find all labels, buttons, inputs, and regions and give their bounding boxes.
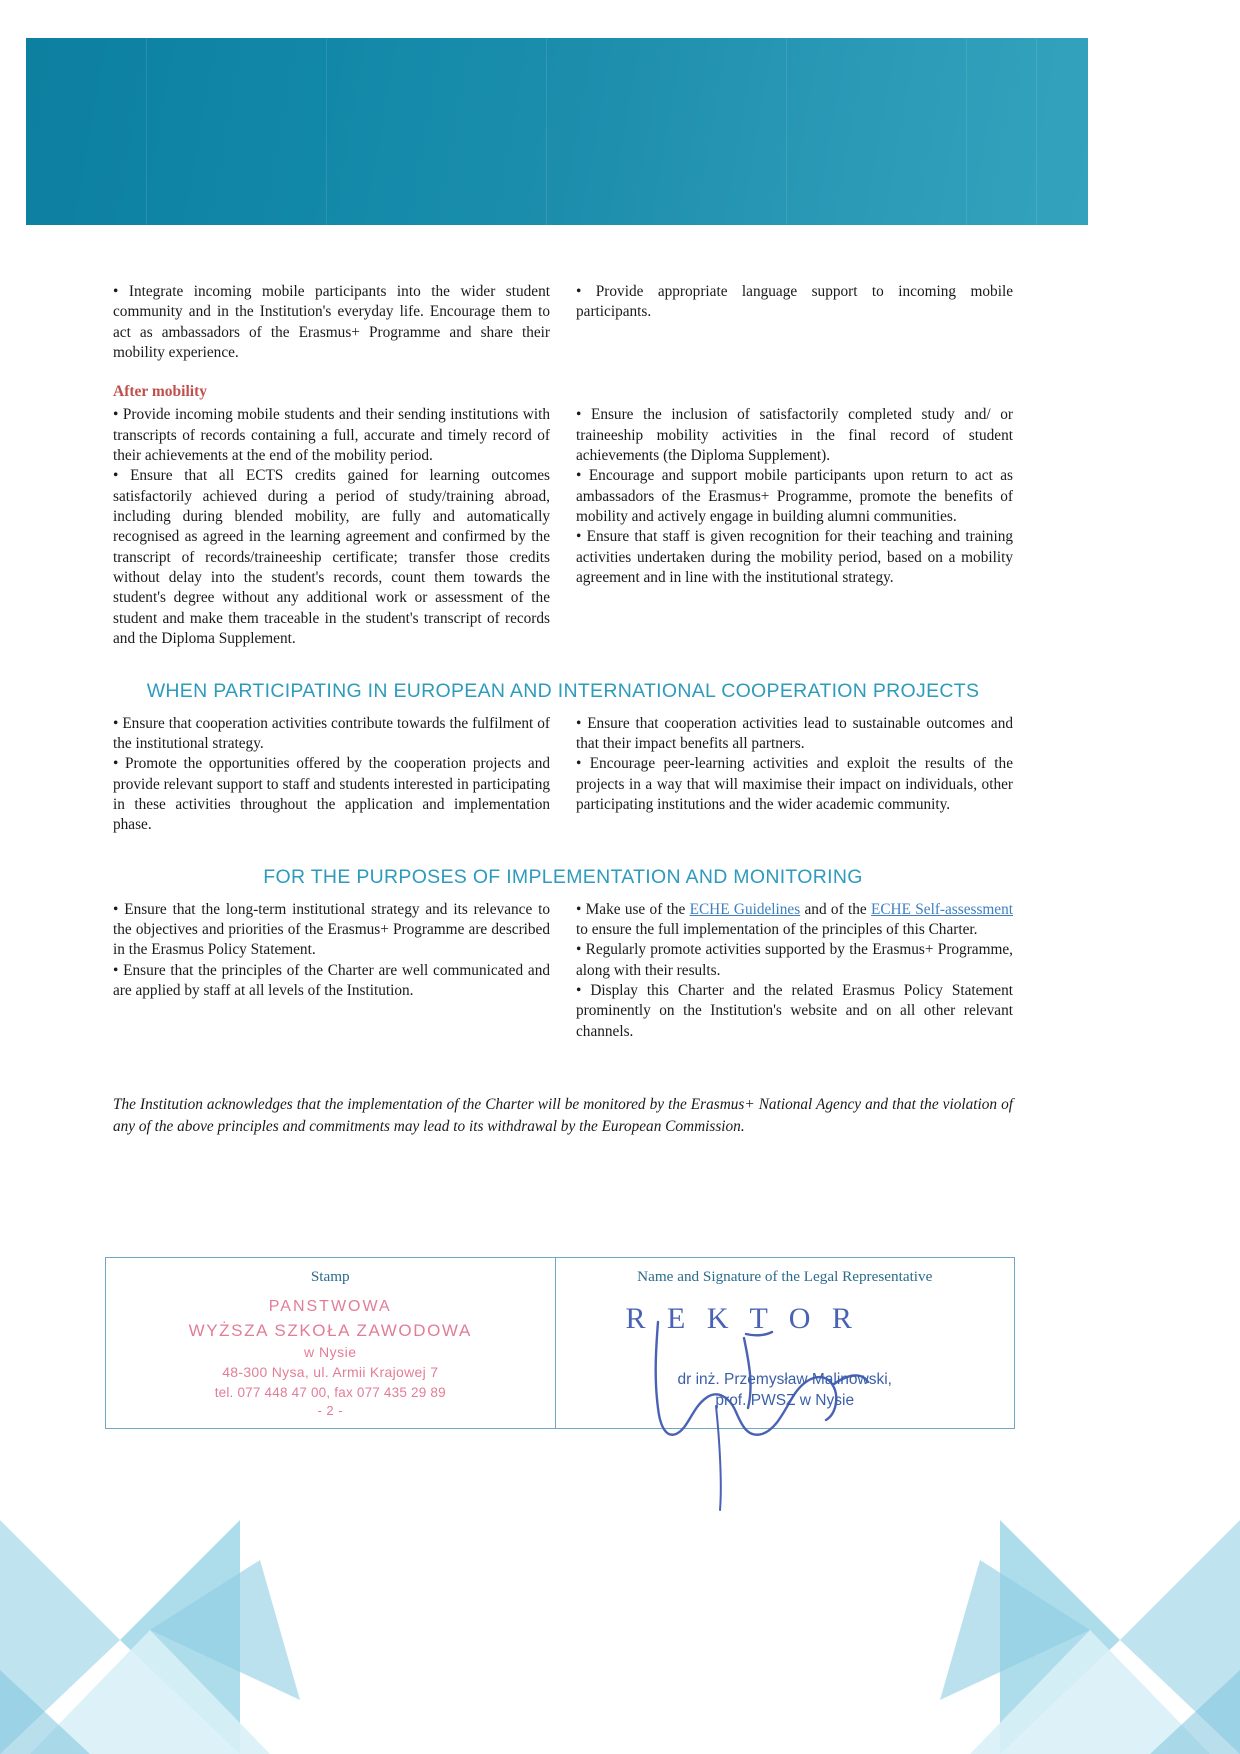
stamp-label: Stamp [310,1268,350,1285]
section-cooperation-projects [113,714,1013,836]
representative-label: Name and Signature of the Legal Representative [637,1268,933,1285]
column-right [576,714,1013,836]
section-title-cooperation-projects: WHEN PARTICIPATING IN EUROPEAN AND INTERNATIONAL COOPERATION PROJECTS [146,679,980,702]
eche-self-assessment-link[interactable]: ECHE Self-assessment [871,900,1013,918]
list-item: • Display this Charter and the related Erasmus Policy Statement prominently on the Institution's website and on all other relevant channels. [576,981,1013,1040]
stamp-line-5: tel. 077 448 47 00, fax 077 435 29 89 [214,1384,446,1400]
decorative-triangles-left [0,1440,300,1754]
list-item: • Ensure that cooperation activities lead to sustainable outcomes and that their impact benefits all partners. [576,714,1013,752]
section-during-mobility-cont [113,282,1013,363]
representative-name-line2: prof. PWSZ w Nysie [715,1391,855,1409]
list-item: • Integrate incoming mobile participants into the wider student community and in the Institution's everyday life. Encourage them to act as ambassadors of the Erasmus+ Programme and share their mobility experience. [113,283,550,362]
column-right [576,282,1013,363]
column-left [113,405,550,649]
stamp-line-3: w Nysie [303,1343,357,1360]
section-after-mobility [113,405,1013,649]
list-item: • Regularly promote activities supported by the Erasmus+ Programme, along with their results. [576,941,1013,979]
eche-guidelines-link[interactable]: ECHE Guidelines [689,900,801,918]
rich-mid: and of the [800,900,872,918]
column-left [113,714,550,836]
rich-post: to ensure the full implementation of the principles of this Charter. [576,920,978,938]
list-item: • Ensure the inclusion of satisfactorily completed study and/ or traineeship mobility activities in the final record of student achievements (the Diploma Supplement). [576,406,1013,465]
column-right [576,405,1013,649]
stamp-line-2: WYŻSZA SZKOŁA ZAWODOWA [188,1320,472,1340]
acknowledgement-text: The Institution acknowledges that the implementation of the Charter will be monitored by the Erasmus+ National Agency and that the violation of any of the above principles and commitments may lead to its withdrawal by the European Commission. [113,1095,1013,1135]
stamp-line-4: 48-300 Nysa, ul. Armii Krajowej 7 [222,1363,439,1380]
column-left [113,900,550,1042]
list-item: • Ensure that cooperation activities contribute towards the fulfilment of the institutional strategy. [113,714,550,752]
list-item: • Provide incoming mobile students and their sending institutions with transcripts of records containing a full, accurate and timely record of their achievements at the end of the mobility period. [113,406,550,465]
list-item: • Ensure that staff is given recognition for their teaching and training activities undertaken during the mobility period, based on a mobility agreement and in line with the institutional strategy. [576,528,1013,587]
stamp-cell [106,1258,556,1428]
rektor-text: R E K T O R [625,1302,859,1335]
representative-name-line1: dr inż. Przemysław Malinowski, [677,1371,892,1388]
institution-stamp [106,1296,555,1420]
stamp-line-1: PANSTWOWA [268,1298,392,1315]
list-item: • Promote the opportunities offered by the cooperation projects and provide relevant support to staff and students interested in participating in these activities throughout the application and implementation phase. [113,755,550,834]
list-item: • Ensure that the long-term institutional strategy and its relevance to the objectives and priorities of the Erasmus+ Programme are described in the Erasmus Policy Statement. [113,900,550,959]
column-right [576,900,1013,1042]
signature-cell [556,1258,1015,1428]
list-item: • Encourage and support mobile participants upon return to act as ambassadors of the Erasmus+ Programme, promote the benefits of mobility and actively engage in building alumni communities. [576,467,1013,526]
representative-name [556,1370,1015,1412]
column-left [113,282,550,363]
page-header-banner [26,38,1088,225]
document-body [113,282,1013,1137]
page-number: - 2 - [317,1402,344,1418]
subheading-after-mobility: After mobility [113,383,207,401]
rich-pre: • Make use of the [576,900,690,918]
signature-table [105,1257,1015,1429]
section-implementation-monitoring [113,900,1013,1042]
list-item: • Ensure that the principles of the Charter are well communicated and are applied by staff at all levels of the Institution. [113,961,550,999]
list-item: • Encourage peer-learning activities and exploit the results of the projects in a way that will maximise their impact on individuals, other participating institutions and the wider academic community. [576,755,1013,813]
section-title-implementation-monitoring: FOR THE PURPOSES OF IMPLEMENTATION AND MONITORING [263,865,863,888]
list-item-with-links [576,900,1013,941]
list-item: • Provide appropriate language support to incoming mobile participants. [576,283,1013,321]
list-item: • Ensure that all ECTS credits gained for learning outcomes satisfactorily achieved during a period of study/training abroad, including during blended mobility, are fully and automatically recognised as agreed in the learning agreement and confirmed by the transcript of records/traineeship certificate; transfer those credits without delay into the student's records, count them towards the student's degree without any additional work or assessment of the student and make them traceable in the student's transcript of records and the Diploma Supplement. [113,467,550,648]
